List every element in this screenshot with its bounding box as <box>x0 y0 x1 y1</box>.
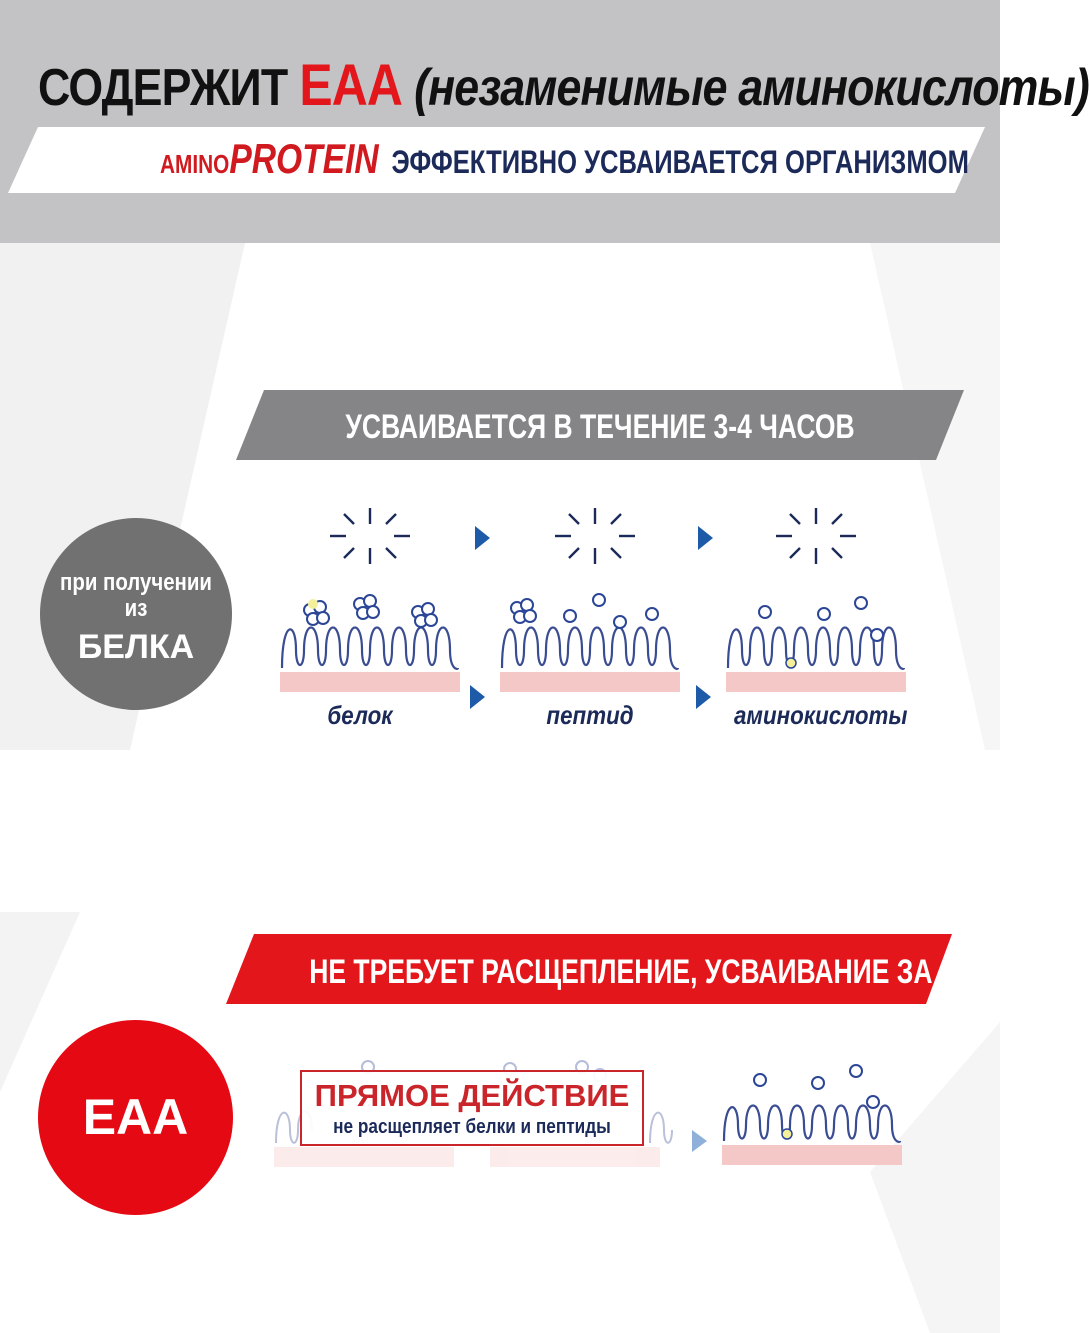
intestinal-villi-1 <box>280 628 460 693</box>
amino-bubble <box>564 610 576 622</box>
protein-cluster-2 <box>354 595 379 619</box>
arrow-right-icon <box>698 526 713 550</box>
title-prefix: СОДЕРЖИТ <box>38 59 288 117</box>
protein-source-circle <box>40 518 232 710</box>
circle-title: БЕЛКА <box>77 628 195 666</box>
arrow-right-icon <box>692 1130 707 1152</box>
peptide-cluster <box>511 599 536 623</box>
brand-amino: AMINO <box>160 149 230 179</box>
amino-bubble <box>593 594 605 606</box>
reaction-burst-icon <box>776 508 856 564</box>
step-label-protein: белок <box>327 700 393 730</box>
step-label-amino-acids: аминокислоты <box>734 700 908 730</box>
step-label-peptide: пептид <box>546 700 634 730</box>
amino-bubble <box>867 1096 879 1108</box>
protein-cluster-3 <box>412 603 437 627</box>
circle-caption: при получении из <box>60 569 212 622</box>
amino-bubble <box>850 1065 862 1077</box>
brand-protein: PROTEIN <box>229 135 379 182</box>
amino-bubble <box>614 616 626 628</box>
absorbed-amino-bubble <box>786 658 796 668</box>
arrow-right-icon <box>475 526 490 550</box>
page-title <box>38 52 1089 122</box>
amino-bubble <box>855 597 867 609</box>
amino-bubble <box>871 629 883 641</box>
intestinal-villi-2 <box>500 628 680 693</box>
absorbed-amino-bubble <box>782 1129 792 1139</box>
amino-bubble <box>759 606 771 618</box>
eaa-circle: EAA <box>38 1020 233 1215</box>
direct-action-subtitle: не расщепляет белки и пептиды <box>333 1116 611 1138</box>
subtitle-text: ЭФФЕКТИВНО УСВАИВАЕТСЯ ОРГАНИЗМОМ <box>391 144 969 180</box>
title-suffix: (незаменимые аминокислоты) <box>414 59 1089 117</box>
fast-absorption-text: НЕ ТРЕБУЕТ РАСЩЕПЛЕНИЕ, УСВАИВАНИЕ ЗА 30 МИНУТ <box>309 953 1070 991</box>
digestion-time-text: УСВАИВАЕТСЯ В ТЕЧЕНИЕ 3-4 ЧАСОВ <box>345 408 855 446</box>
amino-bubble <box>646 608 658 620</box>
title-highlight: EAA <box>299 53 403 118</box>
reaction-burst-icon <box>555 508 635 564</box>
amino-bubble <box>812 1077 824 1089</box>
subtitle <box>160 135 969 185</box>
digestion-diagram <box>260 490 960 705</box>
intestinal-villi-eaa <box>722 1106 902 1166</box>
direct-action-title: ПРЯМОЕ ДЕЙСТВИЕ <box>314 1078 630 1113</box>
reaction-burst-icon <box>330 508 410 564</box>
amino-bubble <box>818 608 830 620</box>
direct-action-box <box>300 1070 644 1146</box>
amino-bubble <box>754 1074 766 1086</box>
protein-cluster-1 <box>304 599 329 625</box>
